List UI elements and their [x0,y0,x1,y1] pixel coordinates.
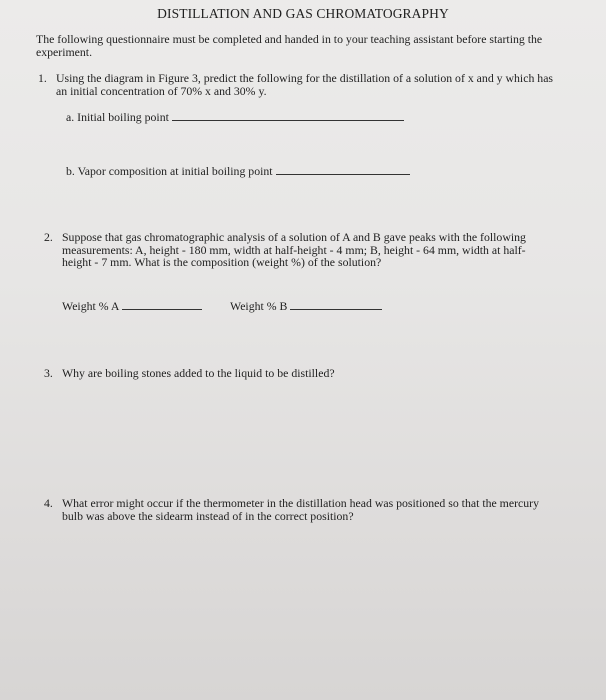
question-text: What error might occur if the thermometer in the distillation head was positioned so that the mercury bulb was above the sidearm instead of in the correct position? [62,496,539,523]
question-number: 1. [38,71,47,85]
answer-blank[interactable] [122,308,202,310]
q2-weight-b-field [230,299,382,314]
question-number: 3. [44,366,53,380]
question-number: 4. [44,496,53,510]
q1-b-field [66,164,410,179]
question-text: Suppose that gas chromatographic analysis of a solution of A and B gave peaks with the following measurements: A, height - 180 mm, width at half-height - 4 mm; B, height - 64 mm, width at half-height - 7 mm. What is the composition (weight %) of the solution? [62,230,526,269]
answer-blank[interactable] [172,119,404,121]
page-title: DISTILLATION AND GAS CHROMATOGRAPHY [157,6,449,21]
answer-blank[interactable] [290,308,382,310]
q2-weight-a-field [62,299,202,314]
answer-blank[interactable] [276,173,410,175]
question-text: Using the diagram in Figure 3, predict the following for the distillation of a solution of x and y which has an initial concentration of 70% x and 30% y. [56,71,554,98]
field-label: a. Initial boiling point [66,110,169,124]
field-label: Weight % B [230,299,288,313]
question-text: Why are boiling stones added to the liquid to be distilled? [62,366,335,380]
field-label: b. Vapor composition at initial boiling point [66,164,273,178]
field-label: Weight % A [62,299,119,313]
question-number: 2. [44,230,53,244]
q1-a-field [66,110,404,125]
intro-paragraph: The following questionnaire must be completed and handed in to your teaching assistant before starting the experiment. [36,32,543,59]
